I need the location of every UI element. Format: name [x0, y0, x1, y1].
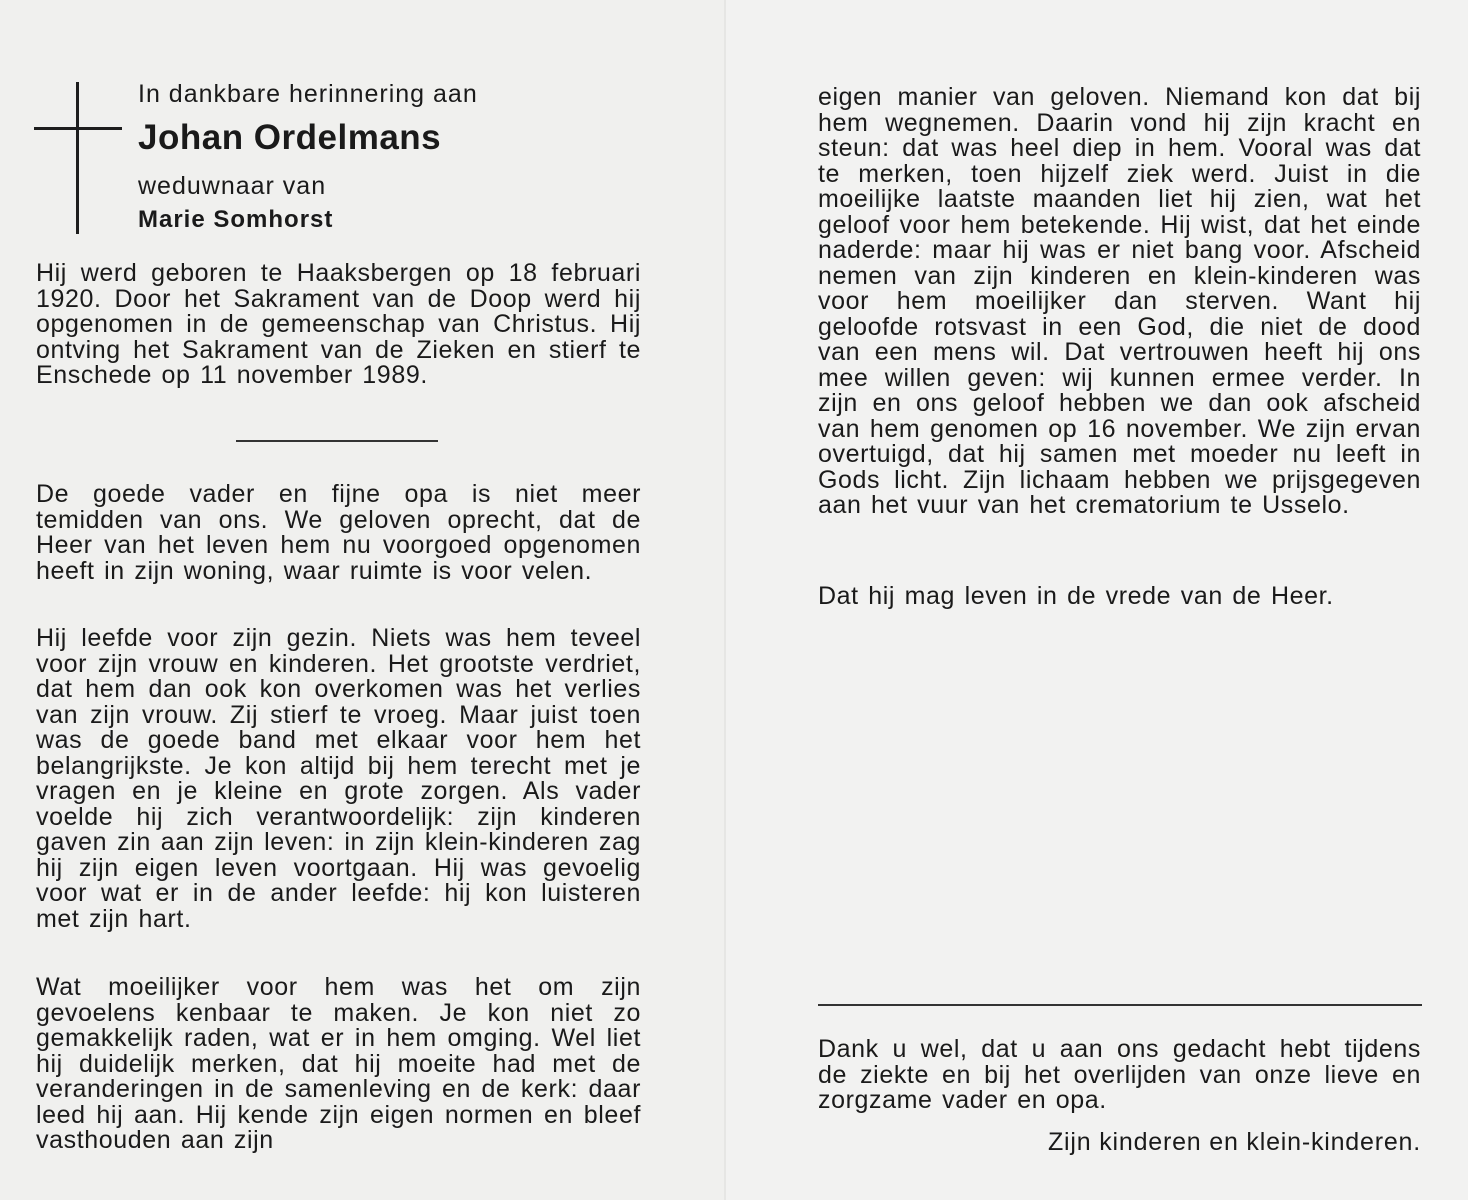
left-paragraph-1 — [36, 482, 641, 584]
blessing-text: Dat hij mag leven in de vrede van de Heer. — [818, 582, 1334, 610]
signoff: Zijn kinderen en klein-kinderen. — [1047, 1128, 1421, 1156]
divider-long — [818, 1004, 1422, 1006]
paragraph-text: Wat moeilijker voor hem was het om zijn gevoelens kenbaar te maken. Je kon niet zo gemakkelijk raden, wat er in hem omging. Wel liet hij duidelijk merken, dat hij moeite had met de veranderingen in de samenleving en de kerk: daar leed hij aan. Hij kende zijn eigen normen en bleef vasthouden aan zijn — [36, 973, 641, 1154]
birth-text: Hij werd geboren te Haaksbergen op 18 februari 1920. Door het Sakrament van de Doop werd hij opgenomen in de gemeenschap van Christus. Hij ontving het Sakrament van de Zieken en stierf te Enschede op 11 november 1989. — [36, 259, 641, 389]
left-paragraph-3 — [36, 975, 641, 1154]
paragraph-text: eigen manier van geloven. Niemand kon dat bij hem wegnemen. Daarin vond hij zijn kracht en steun: dat was heel diep in hem. Vooral was dat te merken, toen hijzelf ziek werd. Juist in die moeilijke laatste maanden liet hij zien, wat het geloof voor hem betekende. Hij wist, dat het einde naderde: maar hij was er niet bang voor. Afscheid nemen van zijn kinderen en klein-kinderen was voor hem moeilijker dan sterven. Want hij geloofde rotsvast in een God, die niet de dood van een mens wil. Dat vertrouwen heeft hij ons mee willen geven: wij kunnen ermee verder. In zijn en ons geloof hebben we dan ook afscheid van hem genomen op 16 november. We zijn ervan overtuigd, dat hij samen met moeder nu leeft in Gods licht. Zijn lichaam hebben we prijsgegeven aan het vuur van het crematorium te Usselo. — [818, 83, 1421, 519]
card-fold — [724, 0, 726, 1200]
right-paragraph-1 — [818, 85, 1421, 519]
spouse-name: Marie Somhorst — [138, 206, 334, 233]
thanks-paragraph — [818, 1037, 1421, 1114]
memorial-intro: In dankbare herinnering aan — [138, 80, 478, 108]
thanks-text: Dank u wel, dat u aan ons gedacht hebt tijdens de ziekte en bij het overlijden van onze lieve en zorgzame vader en opa. — [818, 1035, 1421, 1114]
left-paragraph-2 — [36, 626, 641, 932]
cross-horizontal-bar — [34, 127, 122, 130]
paragraph-text: De goede vader en fijne opa is niet meer temidden van ons. We geloven oprecht, dat de Heer van het leven hem nu voorgoed opgenomen heeft in zijn woning, waar ruimte is voor velen. — [36, 480, 641, 585]
deceased-name: Johan Ordelmans — [138, 118, 442, 157]
cross-vertical-bar — [76, 82, 79, 234]
blessing — [818, 584, 1421, 610]
divider-short — [236, 440, 438, 442]
relation-label: weduwnaar van — [138, 172, 327, 200]
birth-paragraph — [36, 261, 641, 389]
paragraph-text: Hij leefde voor zijn gezin. Niets was hem teveel voor zijn vrouw en kinderen. Het grootste verdriet, dat hem dan ook kon overkomen was het verlies van zijn vrouw. Zij stierf te vroeg. Maar juist toen was de goede band met elkaar voor hem het belangrijkste. Je kon altijd bij hem terecht met je vragen en je kleine en grote zorgen. Als vader voelde hij zich verantwoordelijk: zijn kinderen gaven zin aan zijn leven: in zijn klein-kinderen zag hij zijn eigen leven voortgaan. Hij was gevoelig voor wat er in de ander leefde: hij kon luisteren met zijn hart. — [36, 624, 641, 933]
